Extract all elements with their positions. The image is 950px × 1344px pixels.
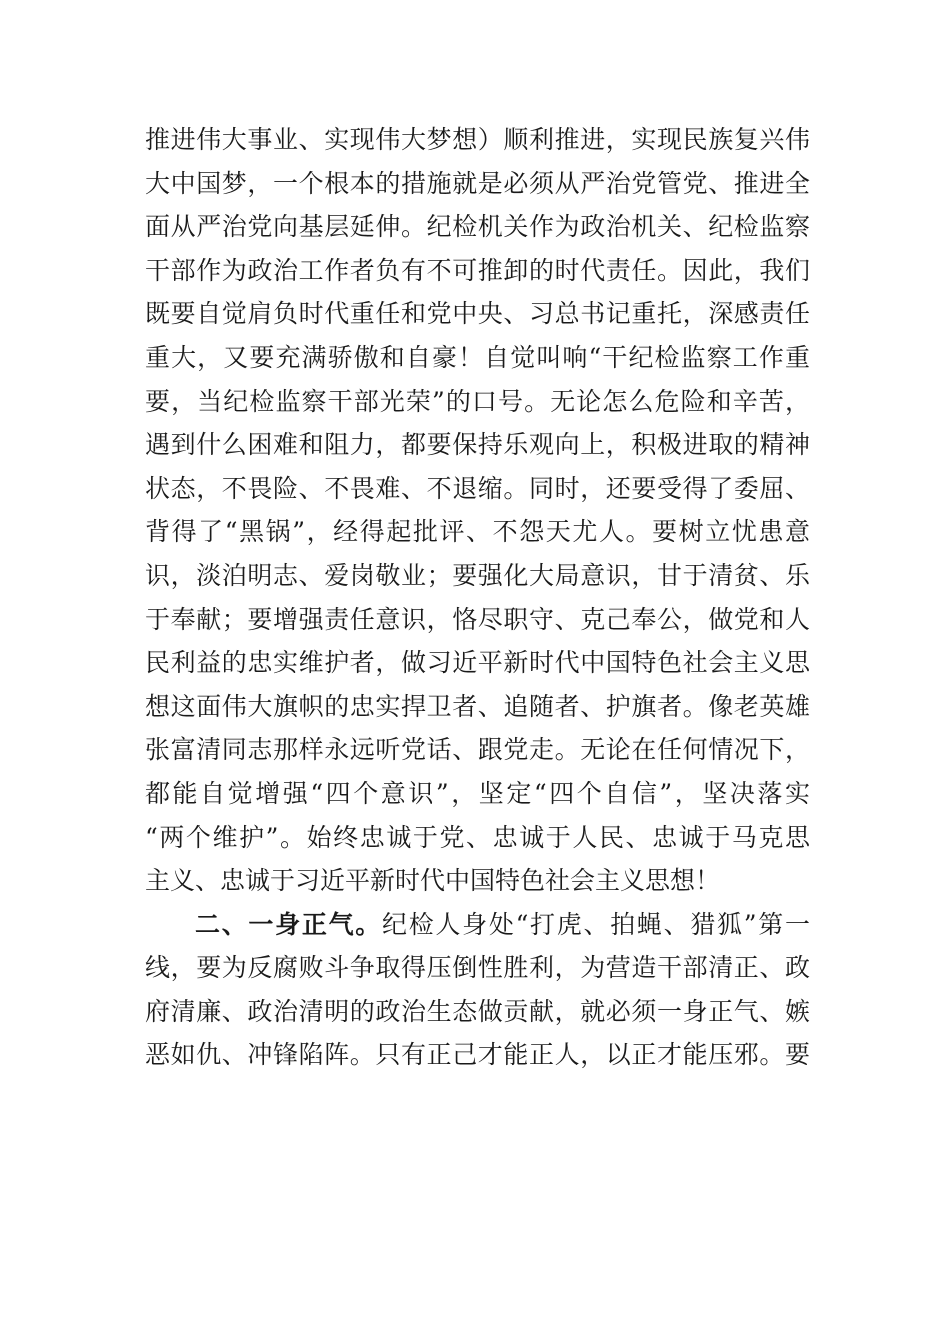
paragraph-1 <box>145 118 810 903</box>
text-line: 遇到什么困难和阻力，都要保持乐观向上，积极进取的精神 <box>145 430 810 460</box>
text-line: 状态，不畏险、不畏难、不退缩。同时，还要受得了委屈、 <box>145 473 810 503</box>
text-line: 面从严治党向基层延伸。纪检机关作为政治机关、纪检监察 <box>145 212 810 242</box>
text-line: 推进伟大事业、实现伟大梦想）顺利推进，实现民族复兴伟 <box>145 125 810 154</box>
text-line: 民利益的忠实维护者，做习近平新时代中国特色社会主义思 <box>145 648 810 678</box>
paragraph-2 <box>145 903 810 1077</box>
text-line: 线，要为反腐败斗争取得压倒性胜利，为营造干部清正、政 <box>145 953 810 983</box>
text-line: 恶如仇、冲锋陷阵。只有正己才能正人，以正才能压邪。要 <box>145 1040 810 1070</box>
body-text <box>145 118 810 1077</box>
text-line: 既要自觉肩负时代重任和党中央、习总书记重托，深感责任 <box>145 299 810 329</box>
text-line: 识，淡泊明志、爱岗敬业；要强化大局意识，甘于清贫、乐 <box>145 560 810 590</box>
section-heading: 二、一身正气。 <box>195 909 382 939</box>
text-line: 大中国梦，一个根本的措施就是必须从严治党管党、推进全 <box>145 168 810 198</box>
text-line: 府清廉、政治清明的政治生态做贡献，就必须一身正气、嫉 <box>145 996 810 1026</box>
text-line: 想这面伟大旗帜的忠实捍卫者、追随者、护旗者。像老英雄 <box>145 691 810 721</box>
text-line: 要，当纪检监察干部光荣”的口号。无论怎么危险和辛苦， <box>145 386 810 416</box>
text-line: 干部作为政治工作者负有不可推卸的时代责任。因此，我们 <box>145 255 810 285</box>
text-line: 张富清同志那样永远听党话、跟党走。无论在任何情况下， <box>145 735 810 765</box>
text-line: 背得了“黑锅”，经得起批评、不怨天尤人。要树立忧患意 <box>145 517 810 547</box>
text-line: “两个维护”。始终忠诚于党、忠诚于人民、忠诚于马克思 <box>145 822 810 852</box>
text-line-first <box>145 903 810 947</box>
text-line: 都能自觉增强“四个意识”，坚定“四个自信”，坚决落实 <box>145 778 810 808</box>
text-line: 于奉献；要增强责任意识，恪尽职守、克己奉公，做党和人 <box>145 604 810 634</box>
text-line: 重大，又要充满骄傲和自豪！自觉叫响“干纪检监察工作重 <box>145 342 810 372</box>
text-line: 主义、忠诚于习近平新时代中国特色社会主义思想！ <box>145 866 721 896</box>
heading-line-rest: 纪检人身处“打虎、拍蝇、猎狐”第一 <box>382 909 810 939</box>
